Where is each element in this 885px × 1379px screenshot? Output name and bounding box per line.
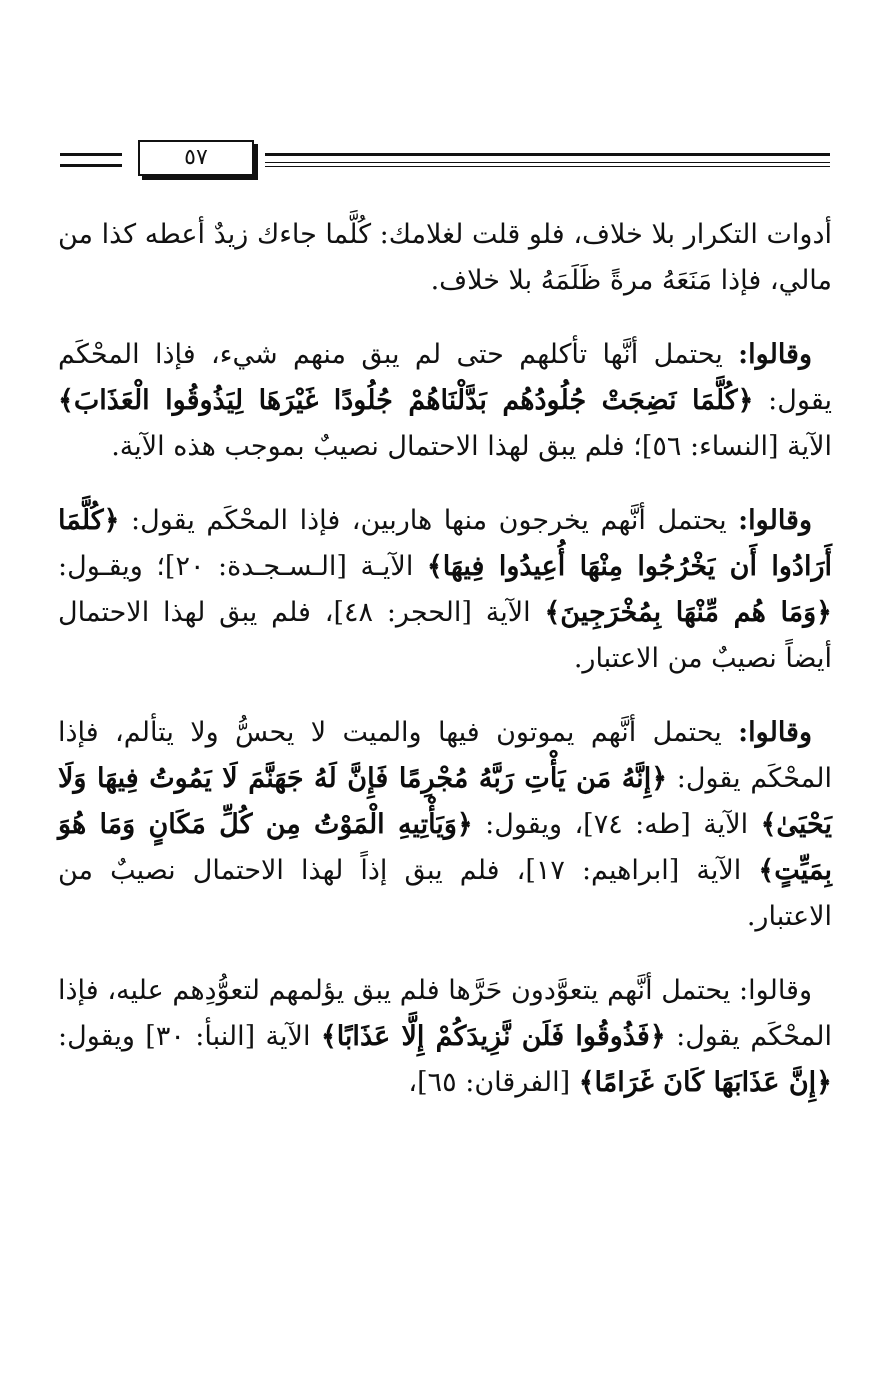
paragraph-lead: وقالوا: (739, 975, 812, 1006)
paragraph-lead: وقالوا: (738, 717, 812, 748)
paragraph-text: يحتمل أنَّهم يموتون فيها والميت لا يحسُّ ولا يتألم، فإذا المحْكَم يقول: (58, 717, 832, 794)
paragraph-text: يحتمل أنَّهم يتعوَّدون حَرَّها فلم يبق يؤلمهم لتعوُّدِهم عليه، فإذا المحْكَم يقول: (58, 975, 832, 1052)
paragraph-text: يحتمل أنَّهم يخرجون منها هاربين، فإذا المحْكَم يقول: (131, 505, 727, 536)
paragraph-text: يحتمل أنَّها تأكلهم حتى لم يبق منهم شيء، فإذا المحْكَم يقول: (58, 339, 832, 416)
body-text (58, 212, 832, 1134)
paragraph-text: أدوات التكرار بلا خلاف، فلو قلت لغلامك: كُلَّما جاءك زيدٌ أعطه كذا من مالي، فإذا مَنَعَهُ مرةً ظَلَمَهُ بلا خلاف. (58, 219, 832, 296)
header-rule-left (60, 153, 122, 156)
header-rule-right-thin (265, 166, 830, 167)
page-number-box (138, 140, 254, 176)
paragraph-5 (58, 968, 832, 1106)
paragraph-lead: وقالوا: (738, 505, 812, 536)
paragraph-tail: الآيـة [الـسـجـدة: ٢٠]؛ ويقـول: (58, 551, 414, 582)
quran-quote-2: ﴿وَيَأْتِيهِ الْمَوْتُ مِن كُلِّ مَكَانٍ وَمَا هُوَ بِمَيِّتٍ﴾ (58, 809, 832, 886)
page-number: ٥٧ (184, 145, 208, 170)
paragraph-tail: الآية [النبأ: ٣٠] ويقول: (58, 1021, 311, 1052)
paragraph-3 (58, 498, 832, 682)
paragraph-1 (58, 212, 832, 304)
paragraph-tail-2: الآية [ابراهيم: ١٧]، فلم يبق إذاً لهذا الاحتمال نصيبٌ من الاعتبار. (58, 855, 832, 932)
header-rule-left-lower (60, 164, 122, 167)
header-rule-right (265, 153, 830, 163)
paragraph-tail: الآية [طه: ٧٤]، ويقول: (485, 809, 749, 840)
quran-quote: ﴿كُلَّمَا أَرَادُوا أَن يَخْرُجُوا مِنْهَا أُعِيدُوا فِيهَا﴾ (58, 505, 832, 582)
quran-quote: ﴿فَذُوقُوا فَلَن نَّزِيدَكُمْ إِلَّا عَذَابًا﴾ (320, 1021, 666, 1052)
quran-quote: ﴿إِنَّهُ مَن يَأْتِ رَبَّهُ مُجْرِمًا فَإِنَّ لَهُ جَهَنَّمَ لَا يَمُوتُ فِيهَا وَلَا يَحْيَىٰ﴾ (58, 763, 832, 840)
quran-quote-2: ﴿إِنَّ عَذَابَهَا كَانَ غَرَامًا﴾ (578, 1067, 832, 1098)
paragraph-tail-2: [الفرقان: ٦٥]، (408, 1067, 571, 1098)
paragraph-2 (58, 332, 832, 470)
paragraph-lead: وقالوا: (738, 339, 812, 370)
quran-quote-2: ﴿وَمَا هُم مِّنْهَا بِمُخْرَجِينَ﴾ (544, 597, 832, 628)
page-header (60, 140, 830, 180)
paragraph-tail-2: الآية [الحجر: ٤٨]، فلم يبق لهذا الاحتمال أيضاً نصيبٌ من الاعتبار. (58, 597, 832, 674)
quran-quote: ﴿كُلَّمَا نَضِجَتْ جُلُودُهُم بَدَّلْنَاهُمْ جُلُودًا غَيْرَهَا لِيَذُوقُوا الْعَذَابَ﴾ (58, 385, 754, 416)
paragraph-4 (58, 710, 832, 940)
paragraph-tail: الآية [النساء: ٥٦]؛ فلم يبق لهذا الاحتمال نصيبٌ بموجب هذه الآية. (111, 431, 832, 462)
